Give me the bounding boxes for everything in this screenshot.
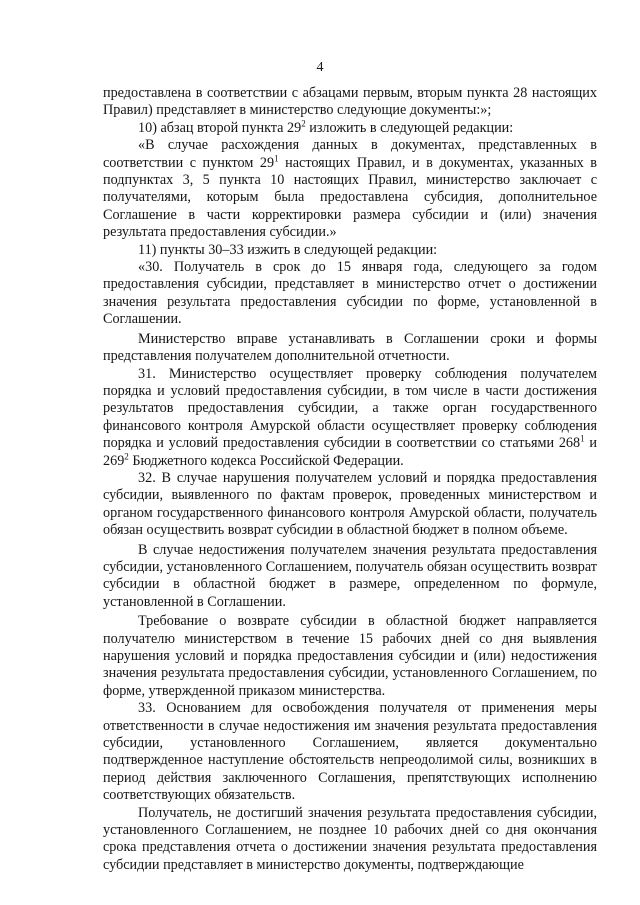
paragraph-item-11: 11) пункты 30–33 изжить в следующей редакции:	[138, 241, 438, 258]
paragraph-clause-32-shortfall: В случае недостижения получателем значения результата предоставления субсидии, установленного Соглашением, получатель обязан осуществить возврат субсидии в областной бюджет в размере, определенном по формуле, установленной в Соглашении.	[103, 541, 597, 610]
paragraph-clause-33: 33. Основанием для освобождения получателя от применения меры ответственности в случае недостижения им значения результата предоставления субсидии, установленного Соглашением, является документально подтвержденное наступление обстоятельств непреодолимой силы, возникших в период действия заключенного Соглашения, препятствующих исполнению соответствующих обязательств.	[103, 700, 597, 804]
paragraph-clause-30-additional: Министерство вправе устанавливать в Соглашении сроки и формы представления получателем дополнительной отчетности.	[103, 330, 597, 365]
item-10-superscript: 2	[301, 118, 306, 129]
paragraph-intro-continuation: предоставлена в соответствии с абзацами первым, вторым пункта 28 настоящих Правил) представляет в министерство следующие документы:»;	[103, 85, 597, 119]
paragraph-clause-31	[103, 366, 597, 470]
item-10-text-start: 10) абзац второй пункта 29	[138, 119, 302, 136]
clause-31-superscript-268: 1	[580, 433, 585, 444]
clause-31-text-start: 31. Министерство осуществляет проверку соблюдения получателем порядка и условий предоставления субсидии, в том числе в части достижения результатов предоставления субсидии, а также орган государственного финансового контроля Амурской области осуществляет проверку соблюдения порядка и условий предоставления субсидии в соответствии со статьями 268	[103, 365, 597, 452]
paragraph-clause-32: 32. В случае нарушения получателем условий и порядка предоставления субсидии, выявленного по фактам проверок, проведенных министерством и органом государственного финансового контроля Амурской области, получатель обязан осуществить возврат субсидии в областной бюджет в полном объеме.	[103, 469, 597, 539]
clause-31-superscript-269: 2	[124, 450, 129, 461]
paragraph-clause-32-demand: Требование о возврате субсидии в областной бюджет направляется получателю министерством в течение 15 рабочих дней со дня выявления нарушения условий и порядка предоставления субсидии и (или) недостижения значения результата предоставления субсидии, установленного Соглашением, по форме, утвержденной приказом министерства.	[103, 613, 597, 699]
page-number: 4	[316, 60, 324, 75]
item-10-text-end: изложить в следующей редакции:	[305, 119, 514, 136]
paragraph-clause-30: «30. Получатель в срок до 15 января года, следующего за годом предоставления субсидии, представляет в министерство отчет о достижении значения результата предоставления субсидии по форме, установленной в Соглашении.	[103, 259, 597, 328]
document-body	[103, 85, 597, 874]
clause-31-text-end: Бюджетного кодекса Российской Федерации.	[128, 452, 404, 469]
paragraph-quote-29	[103, 137, 597, 241]
paragraph-clause-33-recipient: Получатель, не достигший значения результата предоставления субсидии, установленного Соглашением, не позднее 10 рабочих дней со дня окончания срока представления отчета о достижении значения результата предоставления субсидии представляет в министерство документы, подтверждающие	[103, 804, 597, 873]
quote-29-text-start: «В случае расхождения данных в документах, представленных в соответствии с пунктом 29	[103, 137, 597, 171]
clause-31-text-middle: и 269	[103, 435, 598, 469]
quote-29-text-end: настоящих Правил, и в документах, указанных в подпунктах 3, 5 пункта 10 настоящих Правил, министерство заключает с получателями, которым была предоставлена субсидия, дополнительное Соглашение в части корректировки размера субсидии и (или) значения результата предоставления субсидии.»	[103, 154, 597, 241]
quote-29-superscript: 1	[274, 152, 279, 163]
paragraph-item-10	[103, 120, 597, 137]
